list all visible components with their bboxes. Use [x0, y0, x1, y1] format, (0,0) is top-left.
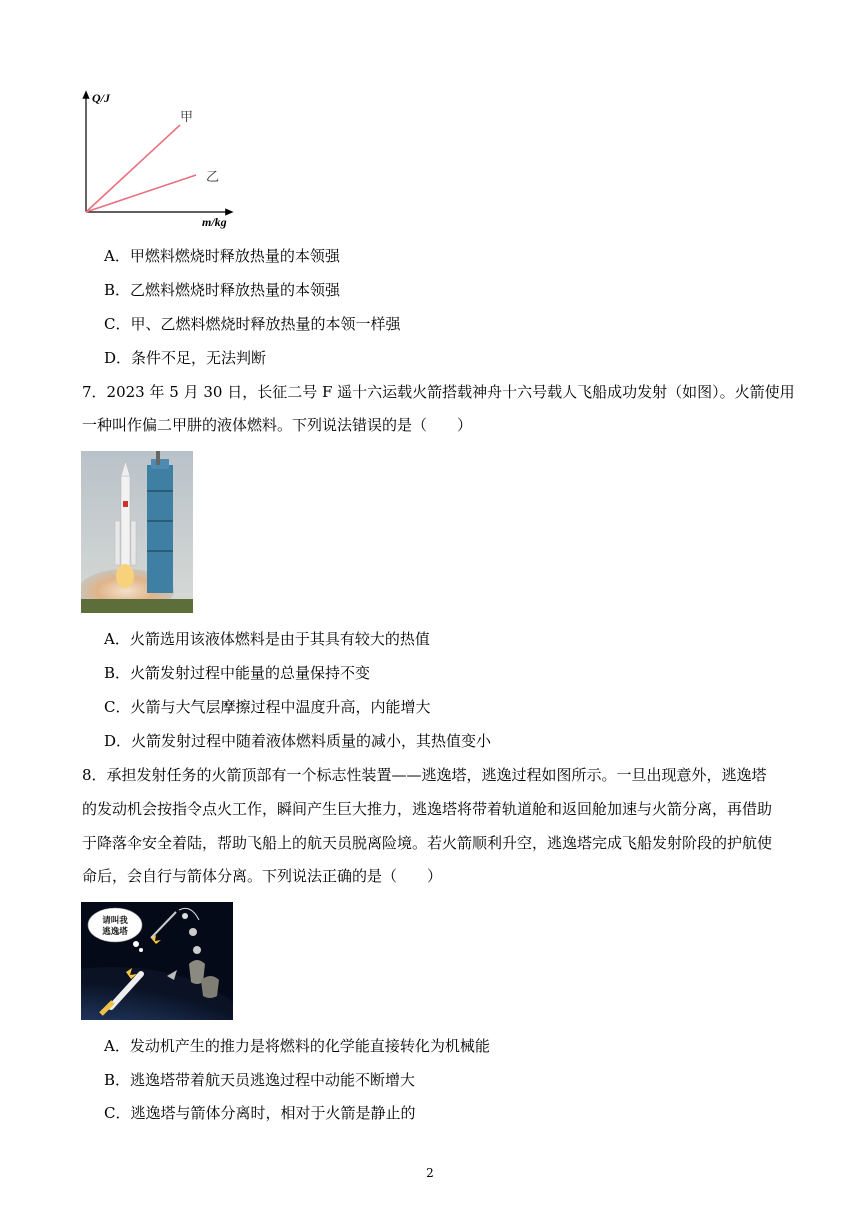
- x-axis-label: m/kg: [202, 215, 227, 229]
- q7-stem-line-1: 7．2023 年 5 月 30 日，长征二号 F 遥十六运载火箭搭载神舟十六号载人飞船成功发射（如图）。火箭使用: [82, 383, 795, 401]
- q-m-graph: [70, 88, 250, 230]
- q7-option-a: A．火箭选用该液体燃料是由于其具有较大的热值: [104, 630, 430, 648]
- rocket-launch-photo: [81, 451, 193, 613]
- escape-tower-illustration: [81, 902, 233, 1020]
- q7-option-b: B．火箭发射过程中能量的总量保持不变: [104, 664, 371, 682]
- q8-stem-line-2: 的发动机会按指令点火工作，瞬间产生巨大推力，逃逸塔将带着轨道舱和返回舱加速与火箭分离，再借助: [82, 800, 773, 818]
- q8-stem-line-4: 命后，会自行与箭体分离。下列说法正确的是（ ）: [82, 867, 443, 885]
- q6-option-d: D．条件不足，无法判断: [104, 349, 267, 367]
- q6-option-c: C．甲、乙燃料燃烧时释放热量的本领一样强: [104, 315, 401, 333]
- q7-option-d: D．火箭发射过程中随着液体燃料质量的减小，其热值变小: [104, 732, 492, 750]
- series-label-yi: 乙: [206, 169, 220, 184]
- q8-option-c: C．逃逸塔与箭体分离时，相对于火箭是静止的: [104, 1104, 416, 1122]
- bubble-text-line-1: 请叫我: [102, 916, 128, 926]
- y-axis-label: Q/J: [92, 91, 110, 105]
- page-number: 2: [426, 1166, 434, 1180]
- bubble-text-line-2: 逃逸塔: [102, 927, 128, 937]
- series-line-jia: [86, 125, 180, 212]
- q7-option-c: C．火箭与大气层摩擦过程中温度升高，内能增大: [104, 698, 431, 716]
- series-line-yi: [86, 175, 196, 212]
- q8-option-a: A．发动机产生的推力是将燃料的化学能直接转化为机械能: [104, 1037, 490, 1055]
- series-label-jia: 甲: [180, 109, 194, 124]
- q7-stem-line-2: 一种叫作偏二甲肼的液体燃料。下列说法错误的是（ ）: [82, 416, 473, 434]
- q8-option-b: B．逃逸塔带着航天员逃逸过程中动能不断增大: [104, 1071, 416, 1089]
- q6-option-b: B．乙燃料燃烧时释放热量的本领强: [104, 281, 341, 299]
- q8-stem-line-1: 8．承担发射任务的火箭顶部有一个标志性装置——逃逸塔，逃逸过程如图所示。一旦出现意外，逃逸塔: [82, 766, 767, 784]
- q8-stem-line-3: 于降落伞安全着陆，帮助飞船上的航天员脱离险境。若火箭顺利升空，逃逸塔完成飞船发射阶段的护航使: [82, 834, 773, 852]
- q6-option-a: A．甲燃料燃烧时释放热量的本领强: [104, 247, 340, 265]
